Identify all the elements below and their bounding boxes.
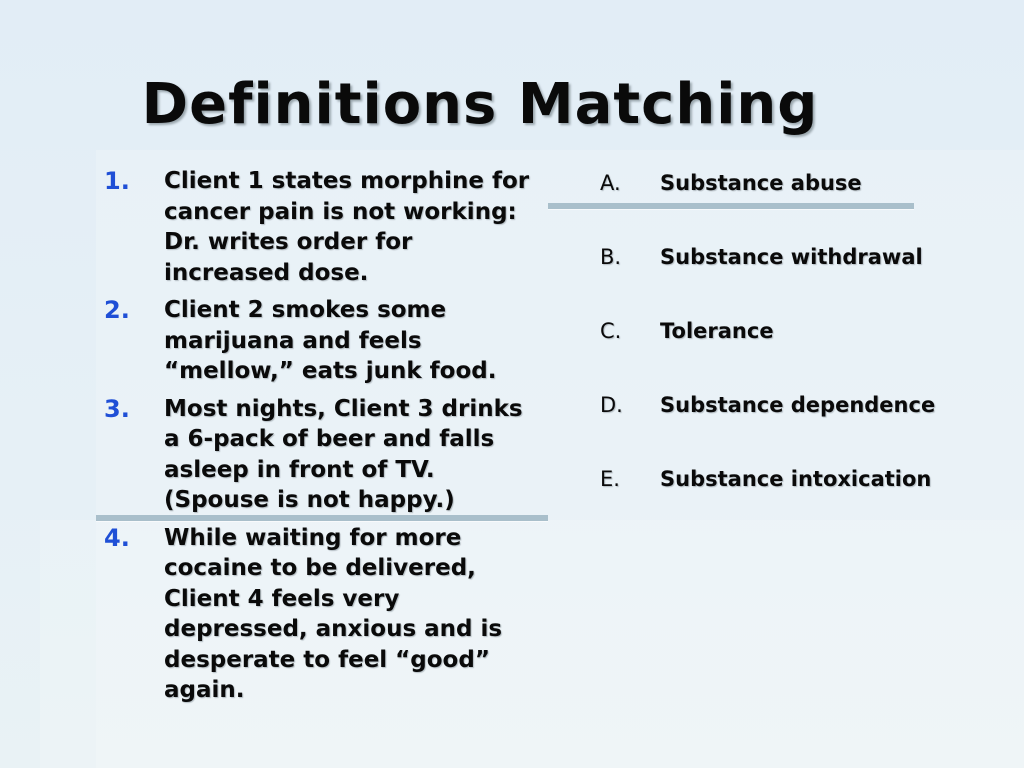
definition-letter: E. xyxy=(600,467,620,491)
definition-letter: A. xyxy=(600,171,621,195)
definition-text: Substance intoxication xyxy=(660,467,932,491)
scenario-text: While waiting for more cocaine to be delivered, Client 4 feels very depressed, anxious and is desperate to feel “good” again. xyxy=(164,524,503,703)
definition-item xyxy=(600,166,1020,240)
scenario-item xyxy=(100,295,540,387)
definition-letter: B. xyxy=(600,245,622,269)
definition-item xyxy=(600,462,1020,536)
definition-letter: D. xyxy=(600,393,623,417)
scenario-text: Most nights, Client 3 drinks a 6-pack of beer and falls asleep in front of TV. (Spouse is not happy.) xyxy=(164,395,523,513)
definition-text: Substance abuse xyxy=(660,171,862,195)
scenario-number: 1. xyxy=(104,167,130,195)
definition-list xyxy=(600,166,1020,536)
scenario-item xyxy=(100,394,540,516)
definition-item xyxy=(600,240,1020,314)
scenario-item xyxy=(100,523,540,706)
scenario-number: 2. xyxy=(104,296,130,324)
scenario-text: Client 2 smokes some marijuana and feels “mellow,” eats junk food. xyxy=(164,297,497,384)
definition-text: Substance withdrawal xyxy=(660,245,923,269)
scenario-number: 3. xyxy=(104,394,130,423)
definition-item xyxy=(600,388,1020,462)
scenario-text: Client 1 states morphine for cancer pain is not working: Dr. writes order for increased dose. xyxy=(164,168,530,286)
scenario-list xyxy=(100,166,540,713)
definition-text: Substance dependence xyxy=(660,393,936,417)
scenario-item xyxy=(100,166,540,288)
slide-title: Definitions Matching xyxy=(141,72,819,137)
definition-text: Tolerance xyxy=(660,319,774,343)
definition-item xyxy=(600,314,1020,388)
scenario-number: 4. xyxy=(104,523,130,552)
definition-letter: C. xyxy=(600,319,622,343)
